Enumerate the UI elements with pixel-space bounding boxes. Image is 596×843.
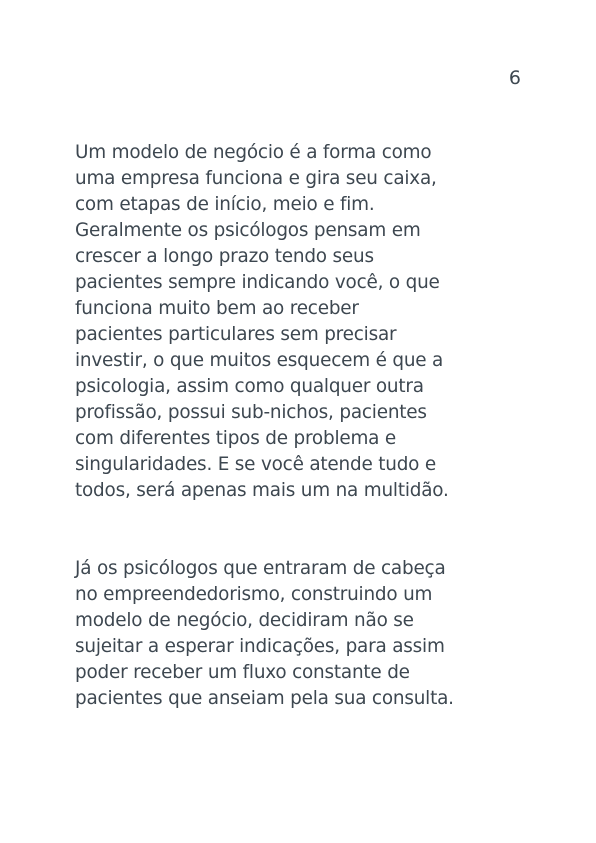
text-line: investir, o que muitos esquecem é que a: [75, 350, 444, 371]
text-line: Um modelo de negócio é a forma como: [75, 142, 432, 163]
text-line: singularidades. E se você atende tudo e: [75, 454, 436, 475]
text-line: psicologia, assim como qualquer outra: [75, 376, 424, 397]
text-line: todos, será apenas mais um na multidão.: [75, 480, 449, 501]
text-line: crescer a longo prazo tendo seus: [75, 246, 374, 267]
page-number: 6: [508, 67, 521, 89]
text-line: modelo de negócio, decidiram não se: [75, 610, 414, 631]
text-line: no empreendedorismo, construindo um: [75, 584, 433, 605]
text-line: com etapas de início, meio e fim.: [75, 194, 375, 215]
text-line: pacientes que anseiam pela sua consulta.: [75, 688, 454, 709]
text-line: uma empresa funciona e gira seu caixa,: [75, 168, 437, 189]
text-line: pacientes sempre indicando você, o que: [75, 272, 440, 293]
text-line: Geralmente os psicólogos pensam em: [75, 220, 421, 241]
text-line: profissão, possui sub-nichos, pacientes: [75, 402, 427, 423]
text-line: com diferentes tipos de problema e: [75, 428, 397, 449]
text-line: pacientes particulares sem precisar: [75, 324, 397, 345]
text-line: poder receber um fluxo constante de: [75, 662, 410, 683]
paragraph-entrepreneurship: [75, 556, 530, 712]
text-line: sujeitar a esperar indicações, para assim: [75, 636, 445, 657]
text-line: Já os psicólogos que entraram de cabeça: [75, 558, 446, 579]
text-line: funciona muito bem ao receber: [75, 298, 359, 319]
paragraph-business-model: [75, 140, 530, 504]
